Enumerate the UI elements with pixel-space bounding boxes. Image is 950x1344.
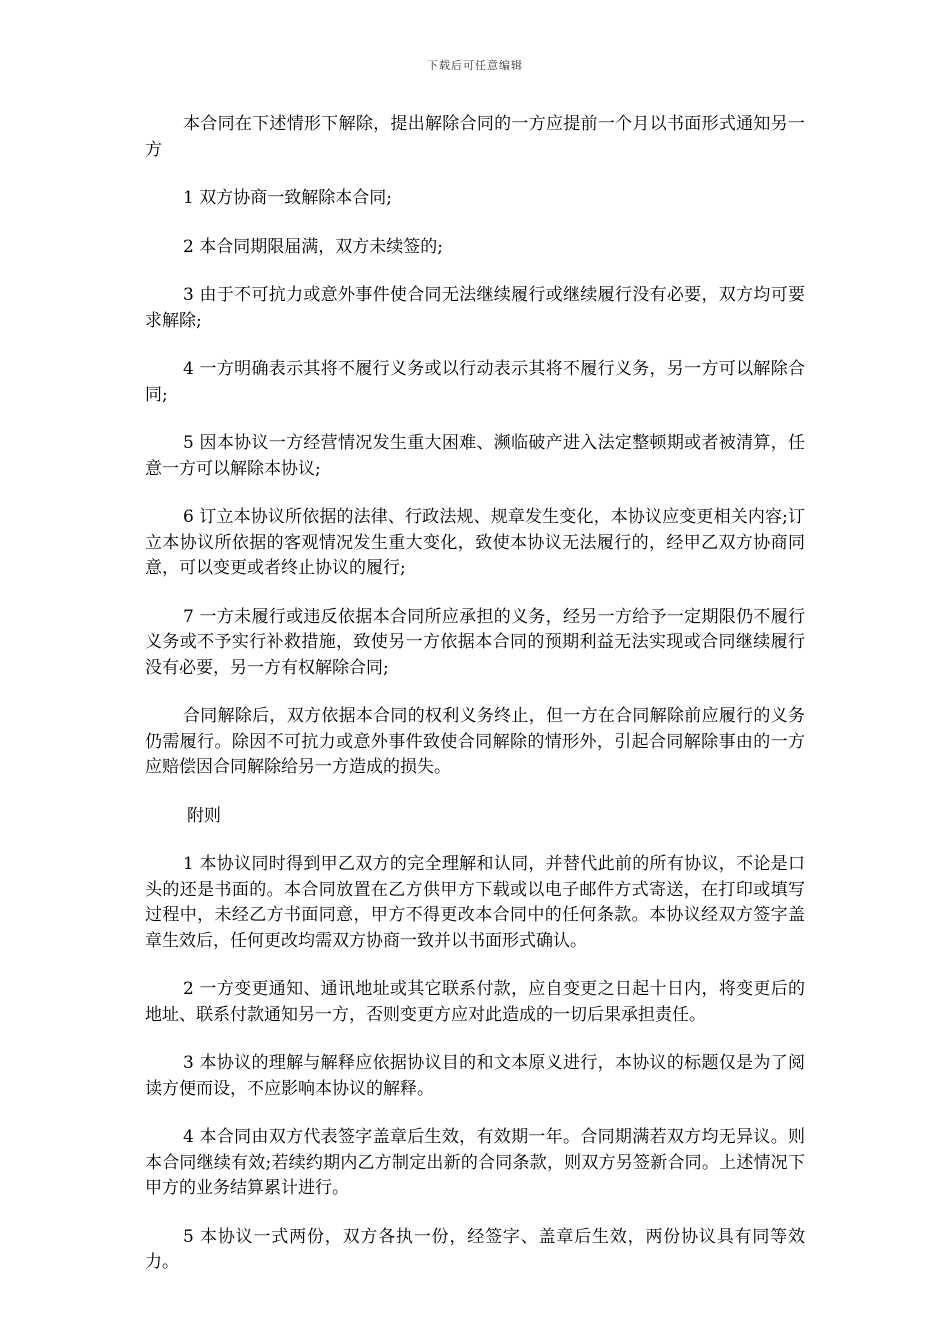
- paragraph-clause-3: 3 由于不可抗力或意外事件使合同无法继续履行或继续履行没有必要，双方均可要求解除;: [145, 285, 805, 331]
- paragraph-termination-effect: 合同解除后，双方依据本合同的权利义务终止，但一方在合同解除前应履行的义务仍需履行。除因不可抗力或意外事件致使合同解除的情形外，引起合同解除事由的一方应赔偿因合同解除给另一方造成的损失。: [145, 706, 805, 777]
- paragraph-clause-7: 7 一方未履行或违反依据本合同所应承担的义务，经另一方给予一定期限仍不履行义务或不予实行补救措施，致使另一方依据本合同的预期利益无法实现或合同继续履行没有必要，另一方有权解除合同;: [145, 606, 805, 678]
- appendix-item-1: 1 本协议同时得到甲乙双方的完全理解和认同，并替代此前的所有协议，不论是口头的还是书面的。本合同放置在乙方供甲方下载或以电子邮件方式寄送，在打印或填写过程中，未经乙方书面同意，甲方不得更改本合同中的任何条款。本协议经双方签字盖章生效后，任何更改均需双方协商一致并以书面形式确认。: [145, 854, 805, 951]
- appendix-item-5: 5 本协议一式两份，双方各执一份，经签字、盖章后生效，两份协议具有同等效力。: [145, 1226, 805, 1272]
- paragraph-clause-2: 2 本合同期限届满，双方未续签的;: [183, 236, 443, 257]
- paragraph-intro: 本合同在下述情形下解除，提出解除合同的一方应提前一个月以书面形式通知另一方: [145, 114, 805, 160]
- paragraph-clause-6: 6 订立本协议所依据的法律、行政法规、规章发生变化，本协议应变更相关内容;订立本协议所依据的客观情况发生重大变化，致使本协议无法履行的，经甲乙双方协商同意，可以变更或者终止协议的履行;: [145, 507, 805, 578]
- paragraph-clause-5: 5 因本协议一方经营情况发生重大困难、濒临破产进入法定整顿期或者被清算，任意一方可以解除本协议;: [145, 433, 805, 479]
- page-header: 下载后可任意编辑: [427, 59, 523, 72]
- paragraph-clause-4: 4 一方明确表示其将不履行义务或以行动表示其将不履行义务，另一方可以解除合同;: [145, 359, 805, 405]
- appendix-item-4: 4 本合同由双方代表签字盖章后生效，有效期一年。合同期满若双方均无异议。则本合同继续有效;若续约期内乙方制定出新的合同条款，则双方另签新合同。上述情况下甲方的业务结算累计进行。: [145, 1127, 805, 1198]
- appendix-item-3: 3 本协议的理解与解释应依据协议目的和文本原义进行，本协议的标题仅是为了阅读方便而设，不应影响本协议的解释。: [145, 1053, 805, 1099]
- section-heading-appendix: 附则: [187, 805, 221, 826]
- document-body: [145, 112, 805, 1299]
- appendix-item-2: 2 一方变更通知、通讯地址或其它联系付款，应自变更之日起十日内，将变更后的地址、联系付款通知另一方，否则变更方应对此造成的一切后果承担责任。: [145, 979, 805, 1025]
- paragraph-clause-1: 1 双方协商一致解除本合同;: [183, 188, 392, 208]
